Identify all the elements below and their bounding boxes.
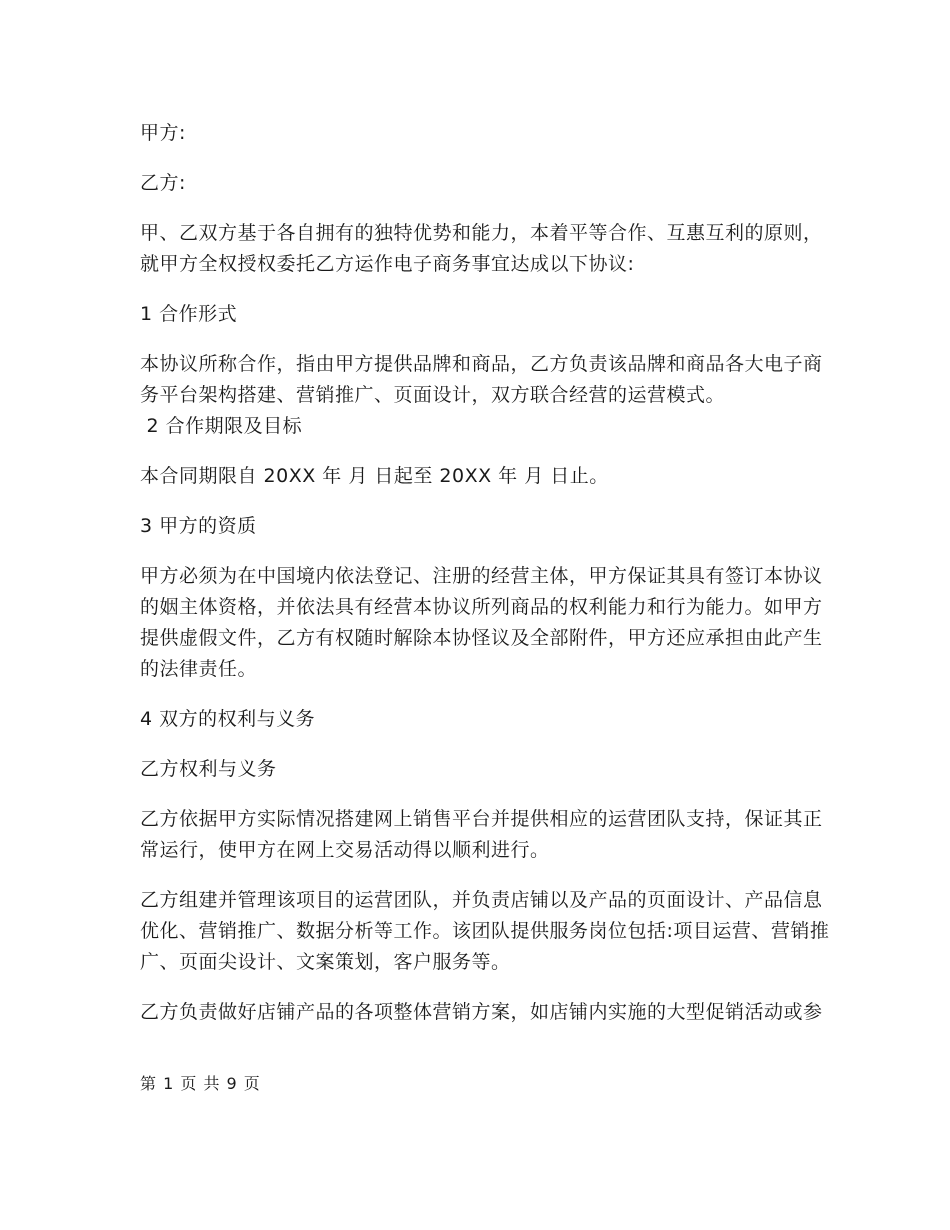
section-heading-1: 1 合作形式 bbox=[140, 303, 238, 325]
qualification-paragraph: 甲方必须为在中国境内依法登记、注册的经营主体，甲方保证其具有签订本协议的姻主体资格，并依法具有经营本协议所列商品的权利能力和行为能力。如甲方提供虚假文件，乙方有权随时解除本协怪议及全部附件，甲方还应承担由此产生的法律责任。 bbox=[140, 565, 823, 680]
party-b-duty-paragraph-2: 乙方组建并管理该项目的运营团队，并负责店铺以及产品的页面设计、产品信息优化、营销推广、数据分析等工作。该团队提供服务岗位包括:项目运营、营销推广、页面尖设计、文案策划，客户服务等。 bbox=[140, 889, 830, 973]
contract-term-paragraph: 本合同期限自 20XX 年 月 日起至 20XX 年 月 日止。 bbox=[140, 465, 609, 487]
party-b-label: 乙方: bbox=[140, 172, 186, 194]
party-b-duty-paragraph-1: 乙方依据甲方实际情况搭建网上销售平台并提供相应的运营团队支持，保证其正常运行，使甲方在网上交易活动得以顺利进行。 bbox=[140, 808, 823, 861]
party-b-duty-paragraph-3: 乙方负责做好店铺产品的各项整体营销方案，如店铺内实施的大型促销活动或参 bbox=[140, 1001, 823, 1023]
section-heading-2: 2 合作期限及目标 bbox=[140, 415, 303, 437]
preamble-paragraph: 甲、乙双方基于各自拥有的独特优势和能力，本着平等合作、互惠互利的原则，就甲方全权授权委托乙方运作电子商务事宜达成以下协议: bbox=[140, 222, 823, 275]
cooperation-form-paragraph: 本协议所称合作，指由甲方提供品牌和商品，乙方负责该品牌和商品各大电子商务平台架构搭建、营销推广、页面设计，双方联合经营的运营模式。 bbox=[140, 353, 823, 406]
party-a-label: 甲方: bbox=[140, 122, 186, 144]
section-heading-4: 4 双方的权利与义务 bbox=[140, 708, 316, 730]
subsection-heading-party-b: 乙方权利与义务 bbox=[140, 758, 277, 780]
section-heading-3: 3 甲方的资质 bbox=[140, 515, 257, 537]
page-footer: 第 1 页 共 9 页 bbox=[140, 1074, 261, 1093]
document-body bbox=[140, 118, 830, 1047]
